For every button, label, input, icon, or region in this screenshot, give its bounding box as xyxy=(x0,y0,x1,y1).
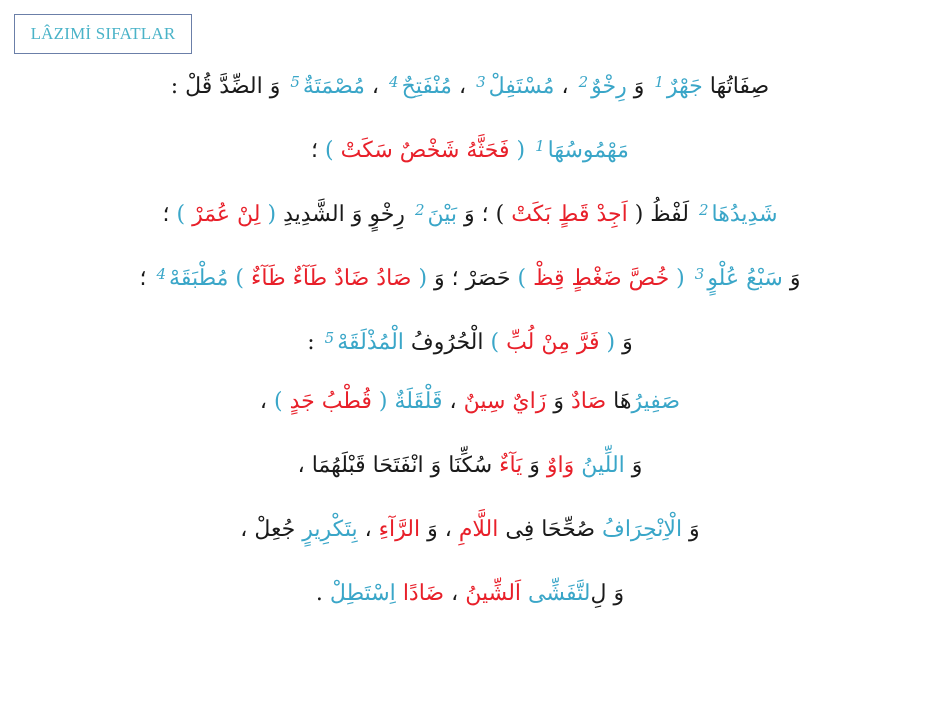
slide-title: LÂZIMİ SIFATLAR xyxy=(30,24,176,43)
verse-segment: وَ xyxy=(782,266,801,291)
verse-segment: فَحَثَّهُ شَخْصٌ سَكَتْ xyxy=(340,138,510,163)
verse-line-4 xyxy=(0,258,940,290)
verse-segment: خُصَّ ضَغْطٍ قِظْ xyxy=(533,266,670,291)
verse-segment: اللِّينُ xyxy=(581,453,625,478)
footnote-number: 3 xyxy=(694,265,705,283)
verse-segment: رِخْوٍ وَ الشَّدِيدِ xyxy=(276,202,412,227)
verse-segment: مَهْمُوسُهَا xyxy=(547,138,629,163)
footnote-number: 2 xyxy=(699,201,709,219)
footnote-number: 3 xyxy=(476,73,486,91)
footnote-number: 5 xyxy=(290,73,300,91)
verse-segment: ) ؛ وَ xyxy=(457,202,512,227)
verse-line-2 xyxy=(0,130,940,162)
verse-segment: ، xyxy=(259,389,267,414)
verse-segment: بَيْنَ xyxy=(427,202,457,227)
verse-segment: يَآءٌ xyxy=(499,453,523,478)
verse-segment: وَ xyxy=(615,330,633,355)
verse-segment: وَ xyxy=(626,74,652,99)
verse-line-1 xyxy=(0,66,940,98)
verse-segment: صِفَاتُهَا xyxy=(702,74,770,99)
verse-segment: سَبْعُ عُلْوٍ xyxy=(707,266,783,291)
verse-segment: ( xyxy=(260,202,277,227)
verse-segment: بِتَكْرِيرٍ xyxy=(302,517,358,542)
verse-segment: جُعِلْ ، xyxy=(240,517,303,542)
verse-segment: ( xyxy=(669,266,692,291)
verse-segment: جَهْرٌ xyxy=(666,74,703,99)
verse-segment: اَجِدْ قَطٍ بَكَتْ xyxy=(511,202,628,227)
verse-segment: وَ xyxy=(682,517,700,542)
verse-segment: ؛ xyxy=(139,266,154,291)
verse-line-9 xyxy=(0,578,940,610)
verse-segment: وَ الضِّدَّ قُلْ : xyxy=(170,74,288,99)
verse-segment: زَايٌ xyxy=(512,389,547,414)
verse-segment: ، xyxy=(554,74,576,99)
verse-segment: ) xyxy=(169,202,193,227)
verse-segment: ، xyxy=(444,581,466,606)
verse-segment: هَا xyxy=(606,389,632,414)
verse-segment: وَ xyxy=(522,453,547,478)
verse-segment: ، xyxy=(357,517,379,542)
verse-line-7 xyxy=(0,450,940,482)
verse-segment: اَلشِّينُ xyxy=(465,581,522,606)
verse-segment: وَ xyxy=(624,453,643,478)
verse-segment: ، xyxy=(364,74,387,99)
footnote-number: 5 xyxy=(324,329,335,347)
verse-segment xyxy=(396,581,403,606)
verse-segment: الْحُرُوفُ xyxy=(403,330,484,355)
title-box xyxy=(14,14,192,54)
footnote-number: 1 xyxy=(654,73,664,91)
footnote-number: 2 xyxy=(414,201,425,219)
verse-segment: وَ xyxy=(546,389,571,414)
verse-segment: ، xyxy=(451,74,474,99)
verse-segment: سِينٌ xyxy=(463,389,506,414)
verse-segment: الْاِنْحِرَافُ xyxy=(602,517,683,542)
verse-segment: حَصَرْ ؛ وَ xyxy=(427,266,511,291)
verse-segment: ، وَ xyxy=(420,517,459,542)
verse-segment: ( xyxy=(509,138,533,163)
verse-segment: ) xyxy=(318,138,341,163)
verse-segment: ( xyxy=(371,389,395,414)
footnote-number: 2 xyxy=(578,73,589,91)
verse-line-6 xyxy=(0,386,940,418)
verse-segment: ) xyxy=(228,266,252,291)
verse-segment: ؛ xyxy=(162,202,170,227)
verse-segment: رِخْوٌ xyxy=(591,74,627,99)
verse-segment: اِسْتَطِلْ xyxy=(329,581,396,606)
verse-segment: : xyxy=(307,330,322,355)
footnote-number: 1 xyxy=(535,137,545,155)
verse-segment: قُطْبُ جَدٍ xyxy=(289,389,372,414)
verse-segment: الرَّآءِ xyxy=(378,517,421,542)
verse-segment: ( xyxy=(599,330,616,355)
verse-segment: مُنْفَتِحٌ xyxy=(401,74,452,99)
verse-segment: مُسْتَفِلْ xyxy=(488,74,555,99)
verse-segment: ) xyxy=(267,389,290,414)
footnote-number: 4 xyxy=(156,265,167,283)
verse-segment xyxy=(521,581,528,606)
verse-segment: صَادُ ضَادٌ طَآءٌ ظَآءٌ xyxy=(251,266,412,291)
verse-line-3 xyxy=(0,194,940,226)
verse-segment: وَاوٌ xyxy=(546,453,575,478)
verse-segment: ) xyxy=(510,266,534,291)
verse-segment: ؛ xyxy=(311,138,319,163)
verse-segment: وَ لِ xyxy=(590,581,625,606)
verse-line-5 xyxy=(0,322,940,354)
verse-segment: . xyxy=(315,581,330,606)
verse-segment: ( xyxy=(411,266,428,291)
verse-segment: صُحِّحَا فِى xyxy=(498,517,603,542)
verse-segment: ، xyxy=(442,389,464,414)
verse-segment: فَرَّ مِنْ لُبِّ xyxy=(506,330,600,355)
verse-segment: ضَادًا xyxy=(402,581,445,606)
verse-segment: صَادٌ xyxy=(571,389,607,414)
verse-segment: لَفْظُ ( xyxy=(627,202,696,227)
footnote-number: 4 xyxy=(389,73,399,91)
verse-lines xyxy=(0,66,940,642)
verse-segment: مُصْمَتَةٌ xyxy=(302,74,365,99)
verse-segment: مُطْبَقَهْ xyxy=(169,266,229,291)
verse-line-8 xyxy=(0,514,940,546)
verse-segment: لتَّفَشِّى xyxy=(528,581,591,606)
verse-segment: شَدِيدُهَا xyxy=(711,202,778,227)
verse-segment: صَفِيرُ xyxy=(631,389,681,414)
verse-segment: اللَّامِ xyxy=(458,517,499,542)
verse-segment: قَلْقَلَةٌ xyxy=(394,389,443,414)
verse-segment: لِنْ عُمَرْ xyxy=(192,202,261,227)
verse-segment: ) xyxy=(483,330,507,355)
verse-segment: سُكِّنَا وَ انْفَتَحَا قَبْلَهُمَا ، xyxy=(297,453,500,478)
verse-segment: الْمُذْلَقَهْ xyxy=(337,330,404,355)
